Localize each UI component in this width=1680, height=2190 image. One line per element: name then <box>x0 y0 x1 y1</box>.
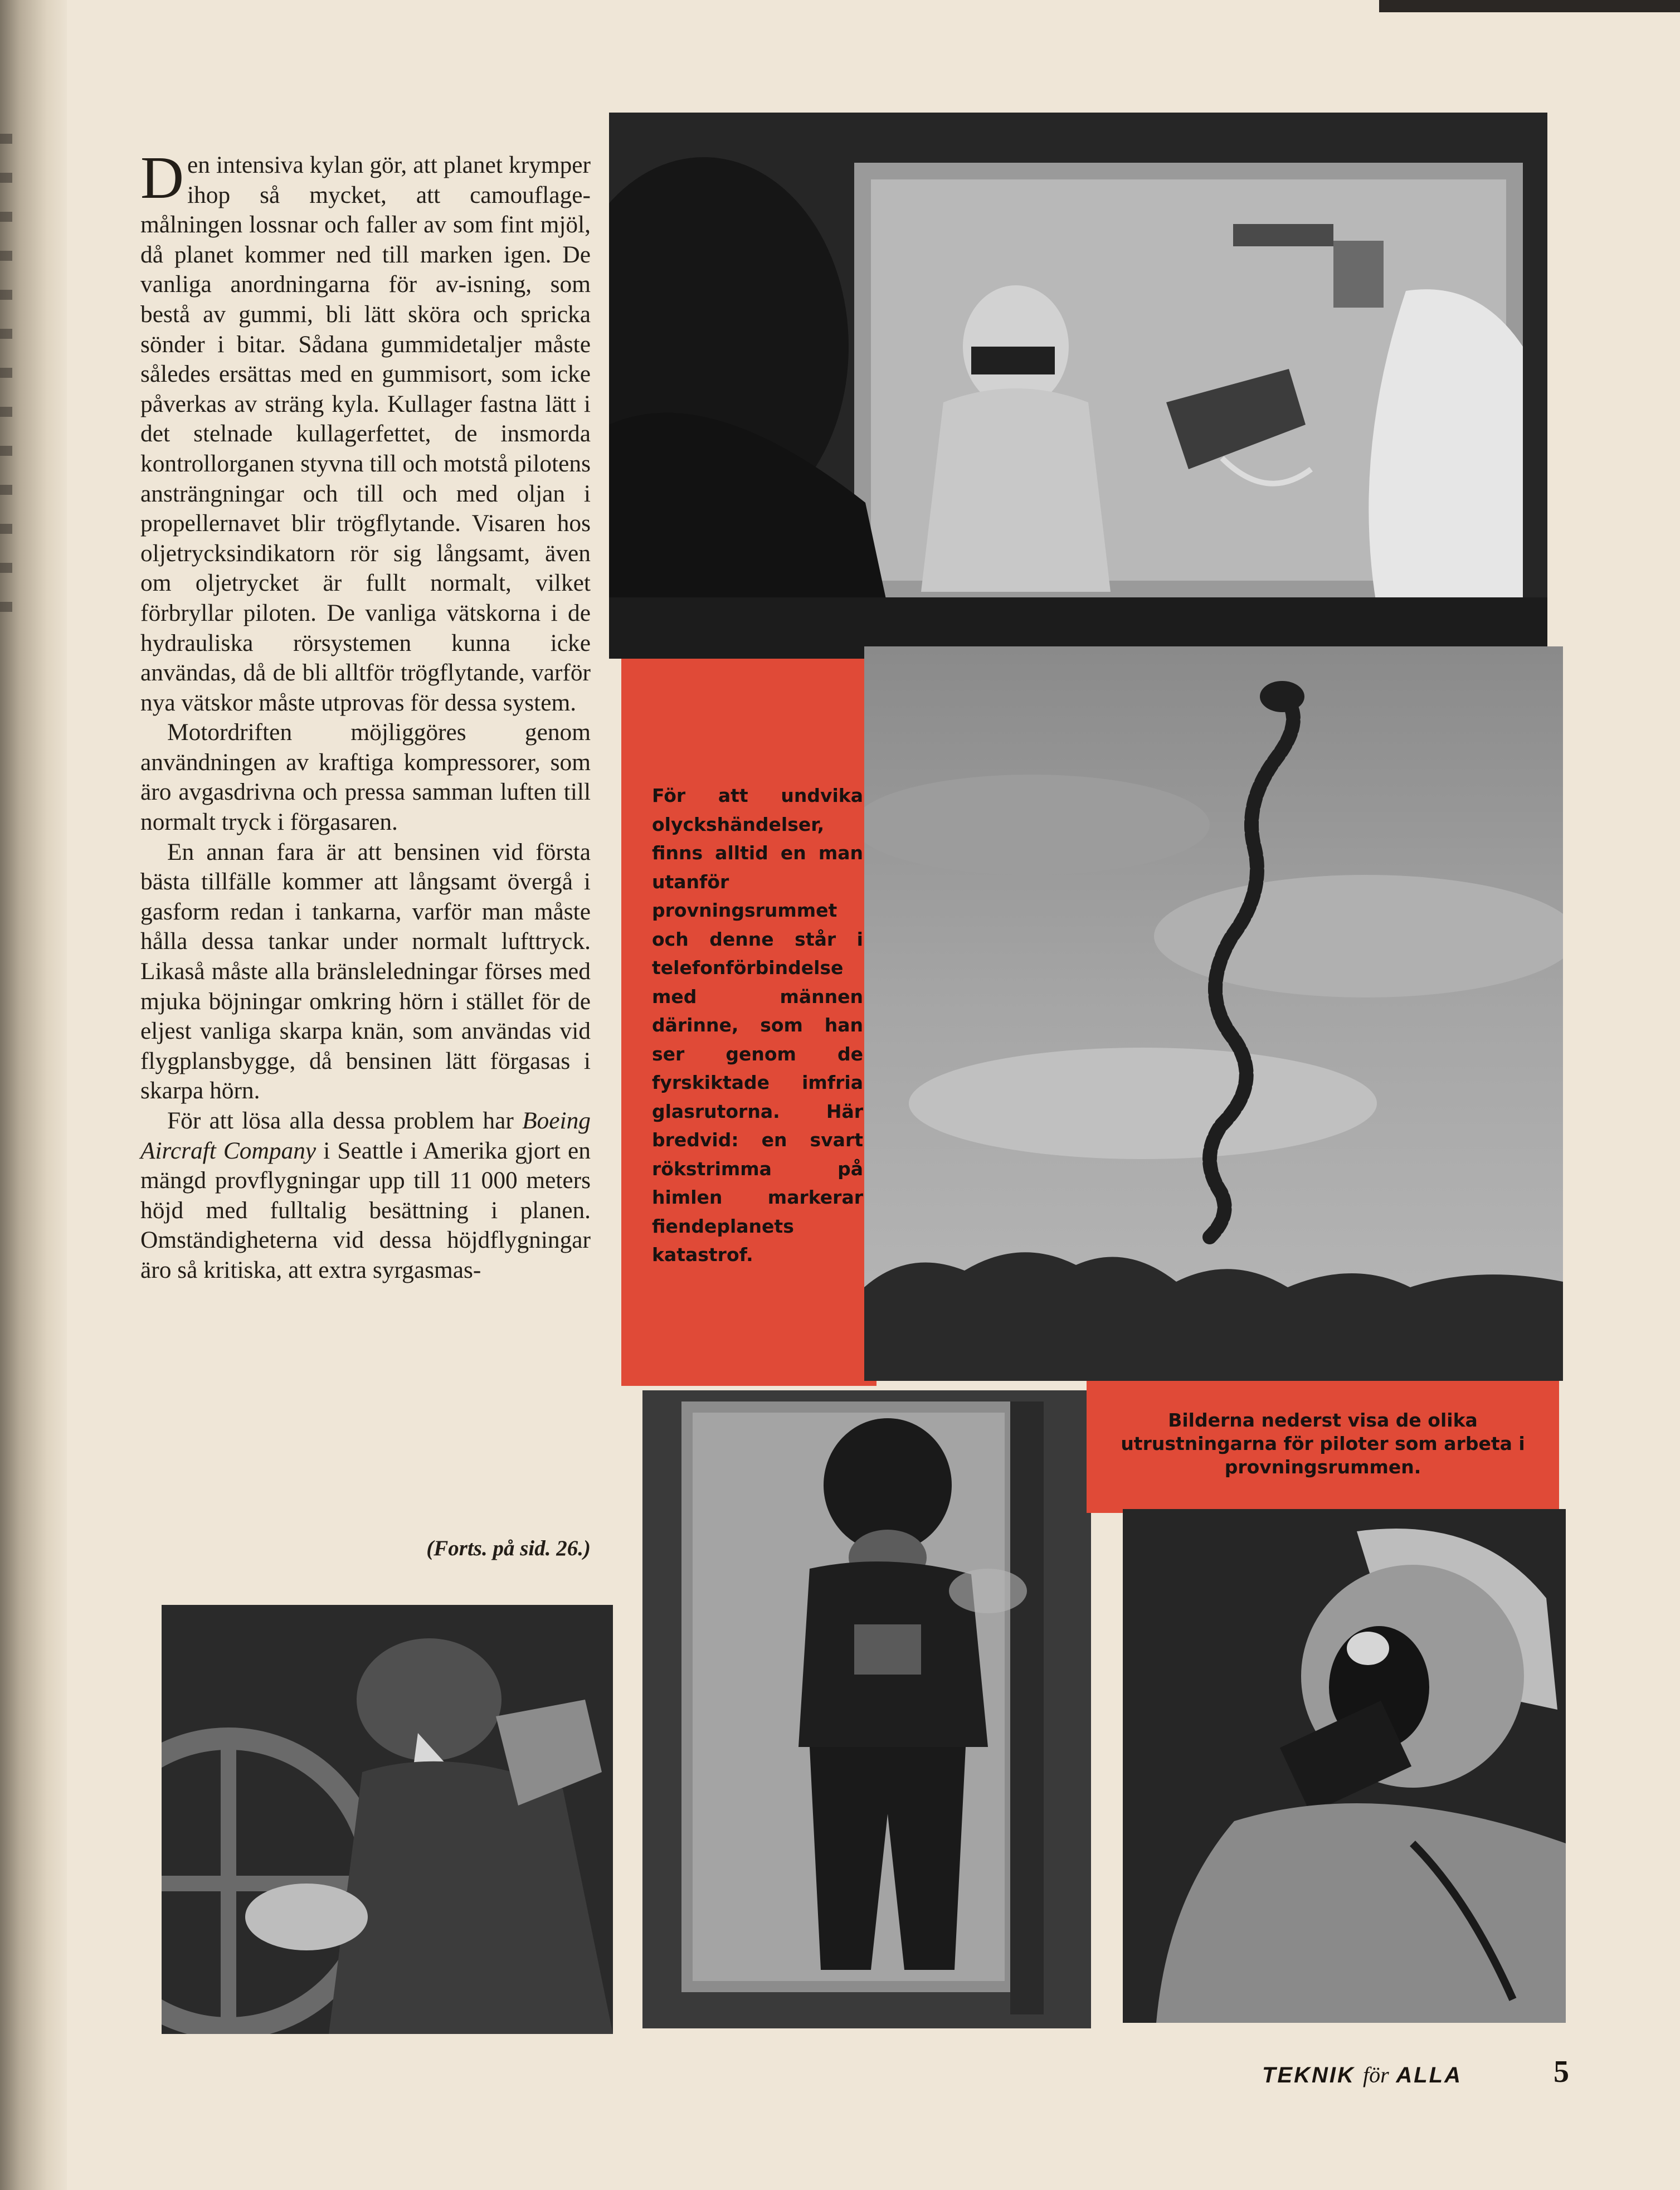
article-paragraph-2: Motordriften möjliggöres genom användningen av kraftiga kompressorer, som äro avgasdrivna och pressa samman luften till normalt tryck i förgasaren. <box>140 719 591 836</box>
pilot-cockpit-illustration <box>162 1605 613 2034</box>
article-paragraph-4 <box>140 1106 591 1286</box>
company-name: Boeing Aircraft Company <box>140 1107 591 1164</box>
magazine-name-alla: ALLA <box>1396 2063 1462 2087</box>
photo-pilot-oxygen-mask <box>1123 1509 1566 2023</box>
page-number: 5 <box>1554 2055 1569 2089</box>
caption-accident-prevention: För att undvika olyckshändelser, finns alltid en man utanför provningsrummet och denne står i telefonförbindelse med männen därinne, som han ser genom de fyrskiktade imfria glasrutorna. Här bredvid: en svart rökstrimma på himlen markerar fiendeplanets katastrof. <box>621 659 876 1386</box>
smoke-trail-illustration <box>864 646 1563 1381</box>
paragraph-1-text: en intensiva kylan gör, att planet krymper ihop så mycket, att camouflage-målningen lossnar och faller av som fint mjöl, då planet kommer ned till marken igen. De vanliga anordningarna för av-isning, som bestå av gummi, bli lätt sköra och spricka sönder i bitar. Sådana gummidetaljer måste således ersättas med en gummisort, som icke påverkas av sträng kyla. Kullager fastna lätt i det stelnade kullagerfettet, de insmorda kontrollorganen styvna till och motstå pilotens ansträngningar och till och med oljan i propellernavet blir trögflytande. Visaren hos oljetrycksindikatorn rör sig långsamt, även om oljetrycket är fullt normalt, vilket förbryllar piloten. De vanliga vätskorna i de hydrauliska rörsystemen kunna icke användas, då de bli alltför trögflytande, varför nya vätskor måste utprovas för dessa system. <box>140 152 591 716</box>
pilot-oxygen-mask-illustration <box>1123 1509 1566 2023</box>
drop-cap: D <box>140 145 184 211</box>
caption-bottom-photos: Bilderna nederst visa de olika utrustningarna för piloter som arbeta i provningsrummen. <box>1087 1381 1559 1513</box>
magazine-name-teknik: TEKNIK <box>1262 2063 1355 2087</box>
magazine-name <box>1262 2062 1462 2088</box>
adjacent-page-edge <box>0 134 12 635</box>
photo-pilot-suit-in-doorway <box>642 1390 1091 2028</box>
paragraph-4-text-start: För att lösa alla dessa problem har <box>167 1107 523 1134</box>
photo-pilot-cockpit <box>162 1605 613 2034</box>
test-chamber-illustration <box>609 113 1547 659</box>
page-spine-shadow <box>0 0 67 2190</box>
continued-note: (Forts. på sid. 26.) <box>426 1536 591 1560</box>
article-body <box>140 145 591 1286</box>
photo-smoke-trail <box>864 646 1563 1381</box>
magazine-name-for: för <box>1363 2062 1389 2087</box>
article-paragraph-1 <box>140 145 591 718</box>
paragraph-4-text-end: i Seattle i Amerika gjort en mängd provflygningar upp till 11 000 meters höjd med fulltalig besättning i planen. Omständigheterna vid dessa höjdflygningar äro så kritiska, att extra syrgasmas- <box>140 1137 591 1283</box>
photo-test-chamber <box>609 113 1547 659</box>
pilot-suit-illustration <box>642 1390 1091 2028</box>
page-corner-shadow <box>1379 0 1680 12</box>
article-paragraph-3: En annan fara är att bensinen vid första bästa tillfälle kommer att långsamt övergå i gasform redan i tankarna, varför man måste hålla dessa tankar under normalt lufttryck. Likaså måste alla bränsleledningar förses med mjuka böjningar omkring hörn i stället för de eljest vanliga skarpa knän, som användas vid flygplansbygge, då bensinen lätt förgasas i skarpa hörn. <box>140 838 591 1104</box>
